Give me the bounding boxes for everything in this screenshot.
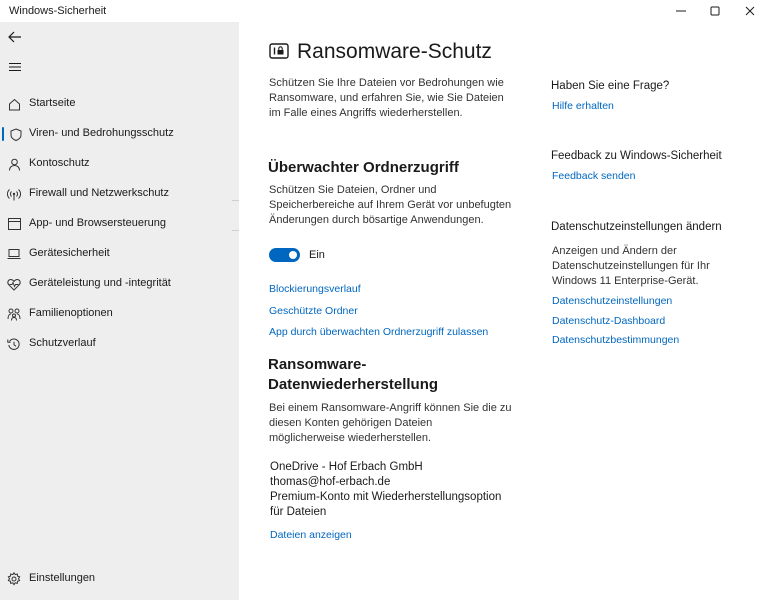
toggle-knob: [289, 251, 297, 259]
folder-access-toggle[interactable]: [269, 248, 300, 262]
privacy-description: Anzeigen und Ändern der Datenschutzeinstellungen für Ihr Windows 11 Enterprise-Gerät.: [552, 245, 710, 287]
sidebar-item-family-options[interactable]: [0, 300, 239, 328]
folder-access-description: Schützen Sie Dateien, Ordner und Speicherbereiche auf Ihrem Gerät vor unbefugten Änderungen durch bösartige Anwendungen.: [269, 184, 512, 226]
back-arrow-icon: [8, 31, 22, 43]
sidebar-item-label: Firewall und Netzwerkschutz: [29, 187, 169, 199]
sidebar: [0, 22, 239, 600]
folder-access-heading: Überwachter Ordnerzugriff: [268, 159, 459, 176]
send-feedback-link[interactable]: Feedback senden: [552, 170, 636, 182]
sidebar-item-home[interactable]: [0, 90, 239, 118]
app-window-icon: [7, 217, 21, 231]
protected-folders-link[interactable]: Geschützte Ordner: [269, 305, 358, 317]
wifi-antenna-icon: [7, 187, 21, 201]
main-content: [239, 22, 765, 600]
toggle-label: Ein: [309, 249, 325, 261]
account-name: OneDrive - Hof Erbach GmbH: [270, 461, 423, 473]
privacy-heading: Datenschutzeinstellungen ändern: [551, 221, 722, 233]
sidebar-item-label: Kontoschutz: [29, 157, 90, 169]
person-icon: [7, 157, 21, 171]
heart-icon: [7, 277, 21, 291]
minimize-icon: [676, 6, 686, 16]
family-icon: [7, 307, 21, 321]
sidebar-item-label: Geräteleistung und -integrität: [29, 277, 171, 289]
sidebar-item-device-performance[interactable]: [0, 270, 239, 298]
shield-icon: [9, 127, 23, 141]
sidebar-item-label: Startseite: [29, 97, 76, 109]
account-email: thomas@hof-erbach.de: [270, 476, 391, 488]
feedback-heading: Feedback zu Windows-Sicherheit: [551, 150, 722, 162]
sidebar-item-label: Familienoptionen: [29, 307, 113, 319]
app-title: Windows-Sicherheit: [9, 5, 107, 17]
privacy-dashboard-link[interactable]: Datenschutz-Dashboard: [552, 315, 666, 327]
privacy-statement-link[interactable]: Datenschutzbestimmungen: [552, 334, 680, 346]
question-heading: Haben Sie eine Frage?: [551, 80, 670, 92]
recovery-description: Bei einem Ransomware-Angriff können Sie die zu diesen Konten gehörigen Dateien möglicherweise wiederherstellen.: [269, 402, 512, 444]
divider: [232, 230, 239, 231]
onedrive-account: OneDrive - Hof Erbach GmbH thomas@hof-erbach.de Premium-Konto mit Wiederherstellungsoption für Dateien: [270, 461, 502, 518]
maximize-button[interactable]: [695, 0, 735, 22]
account-type: Premium-Konto mit Wiederherstellungsoption: [270, 491, 502, 503]
sidebar-item-app-browser-control[interactable]: [0, 210, 239, 238]
sidebar-item-device-security[interactable]: [0, 240, 239, 268]
sidebar-item-virus-protection[interactable]: [0, 120, 239, 148]
sidebar-item-label: App- und Browsersteuerung: [29, 217, 166, 229]
sidebar-item-firewall[interactable]: [0, 180, 239, 208]
page-title: Ransomware-Schutz: [297, 40, 492, 63]
laptop-icon: [7, 247, 21, 261]
history-icon: [7, 337, 21, 351]
privacy-settings-link[interactable]: Datenschutzeinstellungen: [552, 295, 673, 307]
home-icon: [7, 97, 21, 111]
show-files-link[interactable]: Dateien anzeigen: [270, 529, 352, 541]
allow-app-link[interactable]: App durch überwachten Ordnerzugriff zulassen: [269, 326, 489, 338]
back-button[interactable]: [5, 28, 25, 46]
sidebar-item-label: Schutzverlauf: [29, 337, 96, 349]
close-icon: [745, 6, 755, 16]
sidebar-item-protection-history[interactable]: [0, 330, 239, 358]
divider: [232, 200, 239, 201]
get-help-link[interactable]: Hilfe erhalten: [552, 100, 614, 112]
title-bar: [0, 0, 765, 22]
sidebar-item-label: Gerätesicherheit: [29, 247, 110, 259]
maximize-icon: [710, 6, 720, 16]
sidebar-item-label: Viren- und Bedrohungsschutz: [29, 127, 174, 139]
block-history-link[interactable]: Blockierungsverlauf: [269, 283, 361, 295]
sidebar-item-label: Einstellungen: [29, 572, 96, 584]
sidebar-item-settings[interactable]: [0, 565, 239, 593]
recovery-heading: Ransomware- Datenwiederherstellung: [268, 356, 439, 393]
menu-button[interactable]: [5, 58, 25, 76]
sidebar-item-account-protection[interactable]: [0, 150, 239, 178]
ransomware-icon: [269, 43, 289, 59]
close-button[interactable]: [730, 0, 765, 22]
intro-text: Schützen Sie Ihre Dateien vor Bedrohungen wie Ransomware, und erfahren Sie, wie Sie Dateien im Falle eines Angriffs wiederherstellen.: [269, 77, 504, 119]
hamburger-menu-icon: [9, 62, 21, 72]
gear-icon: [7, 572, 21, 586]
